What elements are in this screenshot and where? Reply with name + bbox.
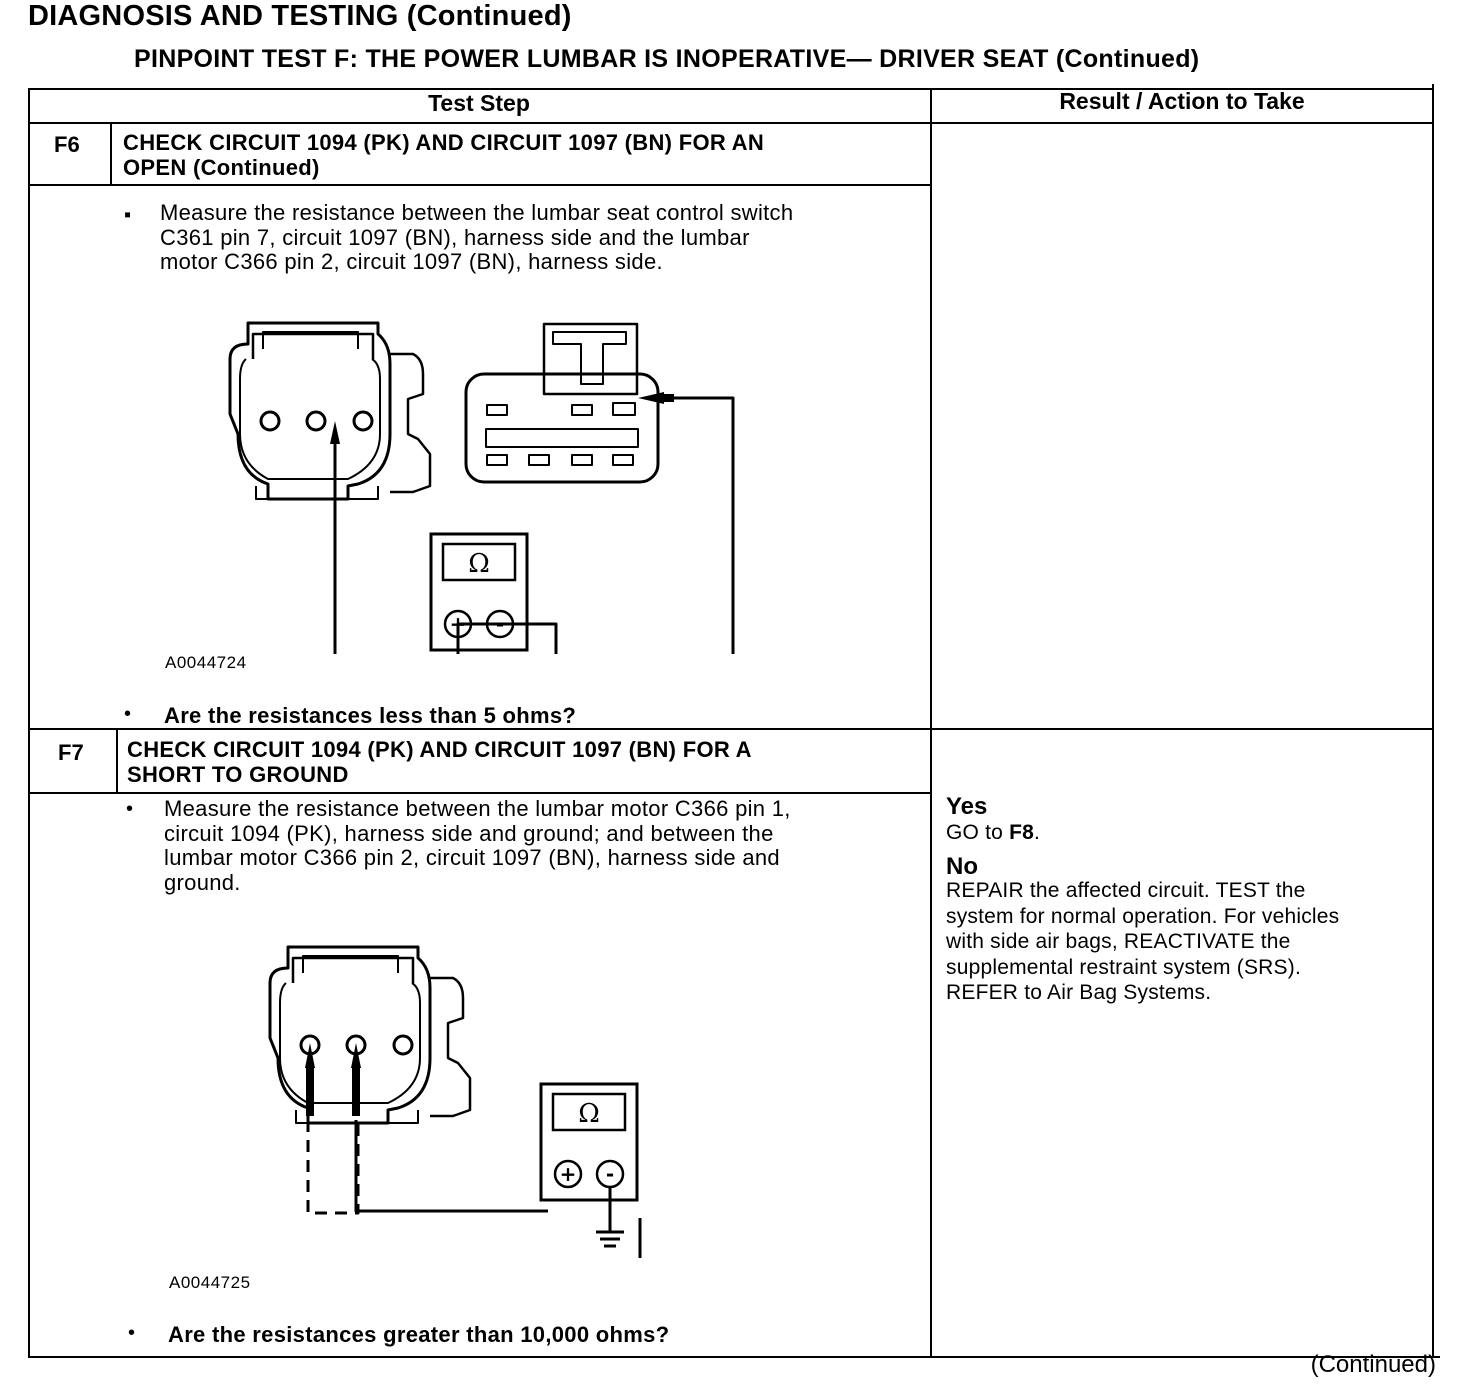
- figure-code-f6: A0044724: [165, 653, 247, 672]
- step-title-f6-line2: OPEN (Continued): [123, 155, 320, 180]
- instruction-f6: [160, 201, 793, 275]
- header-result-action: Result / Action to Take: [1059, 88, 1305, 114]
- instruction-f6-line1: Measure the resistance between the lumbar seat control switch: [160, 200, 794, 225]
- table-border-bottom: [28, 1356, 1440, 1358]
- result-yes-period: .: [1034, 821, 1041, 844]
- result-yes-action-text: GO to: [946, 821, 1004, 844]
- result-no-line5: REFER to Air Bag Systems.: [946, 981, 1212, 1004]
- instruction-f7-line2: circuit 1094 (PK), harness side and ground; and between the: [164, 820, 774, 846]
- step-title-f6: [123, 130, 764, 180]
- step-title-f7-line1: CHECK CIRCUIT 1094 (PK) AND CIRCUIT 1097 (BN) FOR A: [127, 737, 752, 762]
- plus-terminal-f7: +: [559, 1162, 577, 1186]
- page-title: DIAGNOSIS AND TESTING (Continued): [28, 0, 572, 32]
- instruction-f6-line2: C361 pin 7, circuit 1097 (BN), harness side and the lumbar: [160, 224, 750, 250]
- f6-title-divider: [28, 184, 930, 186]
- continued-footer: (Continued): [1310, 1351, 1436, 1378]
- question-f7: Are the resistances greater than 10,000 ohms?: [168, 1322, 670, 1347]
- table-border-right: [1432, 84, 1434, 1358]
- header-test-step: Test Step: [428, 90, 530, 116]
- header-divider: [28, 122, 1434, 124]
- result-yes-label: Yes: [946, 793, 988, 820]
- pinpoint-test-title: PINPOINT TEST F: THE POWER LUMBAR IS INOPERATIVE— DRIVER SEAT (Continued): [134, 45, 1200, 73]
- step-title-f7: [127, 737, 752, 787]
- question-bullet-f7: •: [128, 1322, 136, 1344]
- step-id-f7: F7: [58, 740, 84, 765]
- question-f6: Are the resistances less than 5 ohms?: [164, 703, 577, 728]
- result-no-action: [946, 878, 1339, 1006]
- instruction-f7: [164, 797, 791, 895]
- instruction-f7-line4: ground.: [164, 869, 241, 895]
- question-bullet-f6: •: [124, 703, 132, 725]
- ohmmeter-f7: [538, 1082, 648, 1262]
- ohm-symbol-f7: Ω: [578, 1099, 600, 1129]
- instruction-f7-line3: lumbar motor C366 pin 2, circuit 1097 (BN), harness side and: [164, 845, 780, 870]
- bullet-f6: ▪: [124, 204, 132, 226]
- result-no-label: No: [946, 853, 978, 880]
- result-no-line2: system for normal operation. For vehicles: [946, 904, 1340, 928]
- result-yes-action: [946, 820, 1040, 846]
- step-title-f6-line1: CHECK CIRCUIT 1094 (PK) AND CIRCUIT 1097 (BN) FOR AN: [123, 130, 765, 155]
- minus-terminal-f6: -: [495, 612, 505, 636]
- instruction-f6-line3: motor C366 pin 2, circuit 1097 (BN), harness side.: [160, 249, 663, 274]
- step-id-f6: F6: [54, 132, 80, 157]
- ohm-symbol-f6: Ω: [468, 549, 490, 579]
- test-table: [28, 88, 1434, 1358]
- table-border-left: [28, 88, 30, 1358]
- f6-id-divider: [110, 124, 112, 186]
- ohmmeter-f6: [428, 532, 538, 652]
- step-title-f7-line2: SHORT TO GROUND: [127, 762, 349, 787]
- plus-terminal-f6: +: [449, 612, 467, 636]
- column-divider: [930, 88, 932, 1358]
- lead-negative: [548, 398, 733, 654]
- figure-code-f7: A0044725: [169, 1273, 251, 1292]
- f7-top-divider: [28, 728, 1434, 730]
- f7-title-divider: [28, 792, 932, 794]
- f7-id-divider: [116, 728, 118, 794]
- result-no-line1: REPAIR the affected circuit. TEST the: [946, 879, 1306, 902]
- result-yes-target: F8: [1009, 821, 1034, 844]
- instruction-f7-line1: Measure the resistance between the lumbar motor C366 pin 1,: [164, 796, 791, 821]
- ground-symbol-icon: [596, 1187, 624, 1246]
- result-no-line3: with side air bags, REACTIVATE the: [946, 930, 1291, 953]
- result-no-line4: supplemental restraint system (SRS).: [946, 955, 1301, 979]
- minus-terminal-f7: -: [605, 1162, 615, 1186]
- bullet-f7: •: [126, 798, 134, 820]
